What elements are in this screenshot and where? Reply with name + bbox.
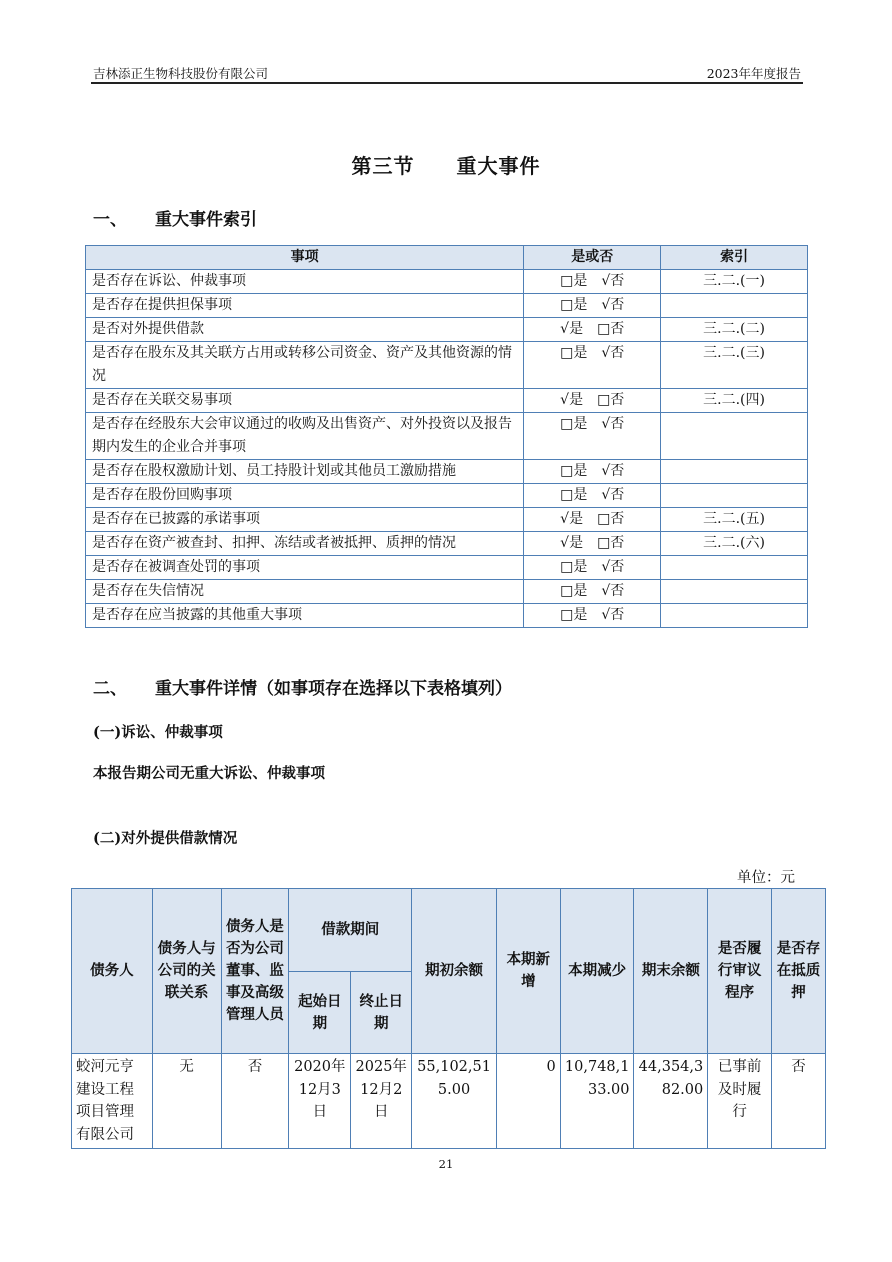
relation-cell: 无 [152,1054,221,1149]
table-row [86,460,808,484]
table-row [86,270,808,294]
index-header-row [86,246,808,270]
end-date-cell: 2025年12月2日 [351,1054,412,1149]
part1-title: 重大事件索引 [155,210,257,230]
ref-cell: 三.二.(三) [661,342,808,389]
header-increase: 本期新增 [496,889,560,1054]
yn-cell: √是 □否 [524,318,661,342]
ref-cell: 三.二.(二) [661,318,808,342]
item-cell: 是否存在诉讼、仲裁事项 [86,270,524,294]
item-cell: 是否对外提供借款 [86,318,524,342]
item-cell: 是否存在失信情况 [86,580,524,604]
header-review: 是否履行审议程序 [708,889,772,1054]
sub2-heading: (二)对外提供借款情况 [93,830,238,847]
table-row [86,389,808,413]
header-opening: 期初余额 [412,889,497,1054]
table-row [86,318,808,342]
yn-cell: □是 √否 [524,294,661,318]
is-insider-cell: 否 [221,1054,289,1149]
table-row [72,1054,826,1149]
part2-heading [93,674,512,699]
table-row [86,580,808,604]
header-is-insider: 债务人是否为公司董事、监事及高级管理人员 [221,889,289,1054]
review-cell: 已事前及时履行 [708,1054,772,1149]
unit-label: 单位：元 [737,870,795,886]
item-cell: 是否存在已披露的承诺事项 [86,508,524,532]
table-row [86,508,808,532]
table-row [86,604,808,628]
section-title: 第三节 重大事件 [351,154,541,178]
item-cell: 是否存在股权激励计划、员工持股计划或其他员工激励措施 [86,460,524,484]
yn-cell: □是 √否 [524,270,661,294]
ref-cell: 三.二.(五) [661,508,808,532]
report-title: 2023年年度报告 [706,66,801,81]
page-number: 21 [438,1157,454,1171]
ref-cell [661,604,808,628]
table-row [86,294,808,318]
ref-cell [661,556,808,580]
loan-header-row-1 [72,889,826,972]
closing-balance-cell: 44,354,382.00 [634,1054,708,1149]
table-row [86,413,808,460]
part1-number: 一、 [93,210,127,230]
yn-cell: □是 √否 [524,556,661,580]
header-period: 借款期间 [289,889,412,972]
decrease-cell: 10,748,133.00 [560,1054,634,1149]
part1-heading [93,205,257,230]
part2-title: 重大事件详情（如事项存在选择以下表格填列） [155,679,512,699]
yn-cell: □是 √否 [524,484,661,508]
yn-cell: √是 □否 [524,389,661,413]
ref-cell [661,460,808,484]
table-row [86,532,808,556]
ref-cell [661,580,808,604]
yn-cell: □是 √否 [524,580,661,604]
start-date-cell: 2020年12月3日 [289,1054,351,1149]
item-cell: 是否存在资产被查封、扣押、冻结或者被抵押、质押的情况 [86,532,524,556]
header-yn: 是或否 [524,246,661,270]
item-cell: 是否存在被调查处罚的事项 [86,556,524,580]
ref-cell: 三.二.(六) [661,532,808,556]
header-ref: 索引 [661,246,808,270]
sub1-text: 本报告期公司无重大诉讼、仲裁事项 [93,765,325,782]
yn-cell: □是 √否 [524,342,661,389]
pledge-cell: 否 [772,1054,826,1149]
ref-cell: 三.二.(四) [661,389,808,413]
sub1-heading: (一)诉讼、仲裁事项 [93,724,223,741]
header-item: 事项 [86,246,524,270]
ref-cell [661,413,808,460]
yn-cell: □是 √否 [524,460,661,484]
ref-cell [661,294,808,318]
yn-cell: √是 □否 [524,508,661,532]
table-row [86,342,808,389]
header-end: 终止日期 [351,972,412,1054]
header-pledge: 是否存在抵质押 [772,889,826,1054]
header-closing: 期末余额 [634,889,708,1054]
debtor-cell: 蛟河元亨建设工程项目管理有限公司 [72,1054,153,1149]
item-cell: 是否存在应当披露的其他重大事项 [86,604,524,628]
item-cell: 是否存在股东及其关联方占用或转移公司资金、资产及其他资源的情况 [86,342,524,389]
header-relation: 债务人与公司的关联关系 [152,889,221,1054]
loan-table [71,888,826,1149]
ref-cell [661,484,808,508]
increase-cell: 0 [496,1054,560,1149]
header-debtor: 债务人 [72,889,153,1054]
item-cell: 是否存在股份回购事项 [86,484,524,508]
opening-balance-cell: 55,102,515.00 [412,1054,497,1149]
item-cell: 是否存在提供担保事项 [86,294,524,318]
page-header [91,62,803,84]
company-name: 吉林添正生物科技股份有限公司 [93,66,269,81]
item-cell: 是否存在关联交易事项 [86,389,524,413]
event-index-table [85,245,808,628]
header-decrease: 本期减少 [560,889,634,1054]
header-start: 起始日期 [289,972,351,1054]
yn-cell: √是 □否 [524,532,661,556]
ref-cell: 三.二.(一) [661,270,808,294]
part2-number: 二、 [93,679,127,699]
yn-cell: □是 √否 [524,413,661,460]
yn-cell: □是 √否 [524,604,661,628]
item-cell: 是否存在经股东大会审议通过的收购及出售资产、对外投资以及报告期内发生的企业合并事项 [86,413,524,460]
table-row [86,484,808,508]
table-row [86,556,808,580]
